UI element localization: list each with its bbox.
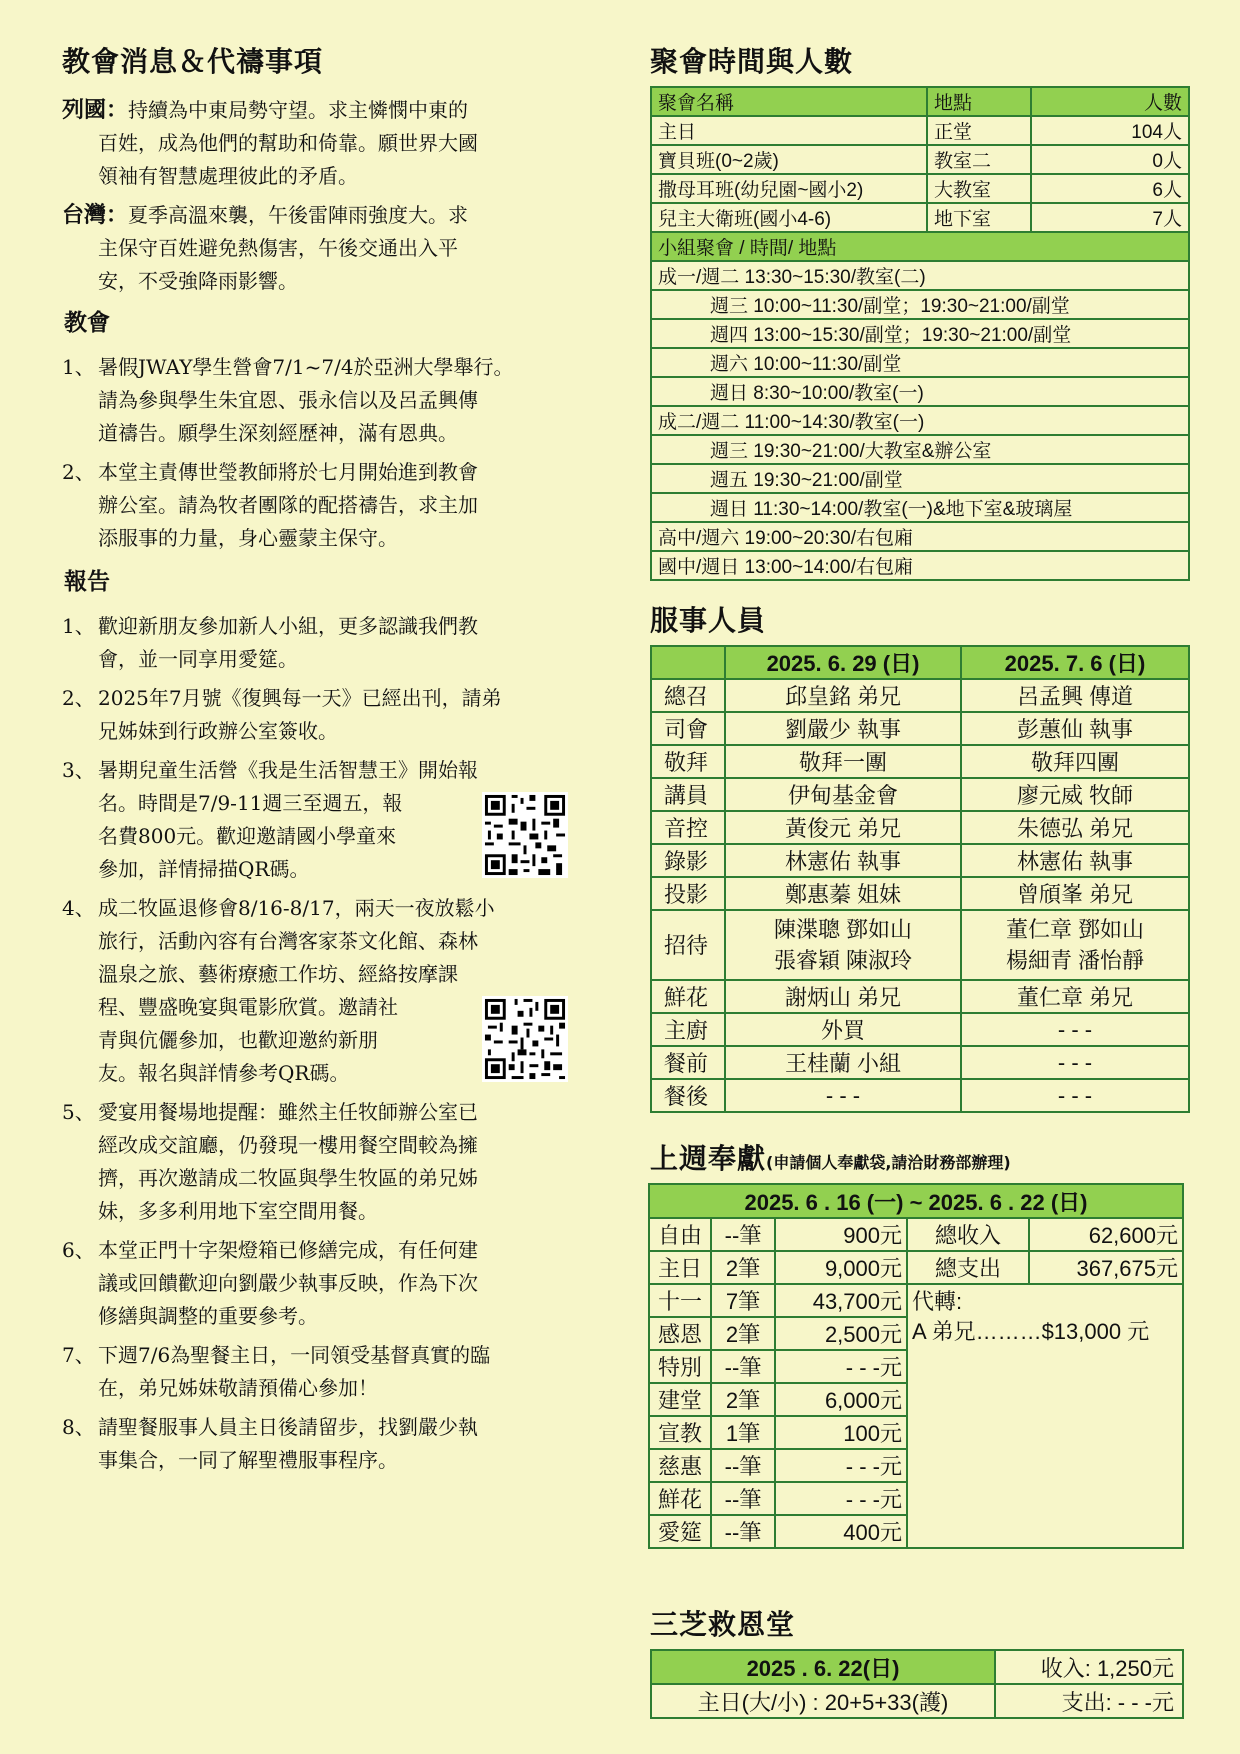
offering-count: --筆 [711,1482,775,1515]
prayer-text: 夏季高溫來襲，午後雷陣雨強度大。求 [128,203,469,227]
prayer-text: 持續為中東局勢守望。求主憐憫中東的 [128,98,469,122]
meeting-count: 0人 [1031,145,1189,174]
offering-amount: 9,000元 [775,1251,907,1284]
list-item [62,682,602,748]
meeting-name: 寶貝班(0~2歲) [651,145,927,174]
table-row [651,116,1189,145]
column-header: 人數 [1031,87,1189,116]
table-row [651,811,1189,844]
group-schedule: 成一/週二 13:30~15:30/教室(二) [651,261,1189,290]
column-header-date: 2025. 7. 6 (日) [961,646,1189,679]
item-text: 友。報名與詳情參考QR碼。 [98,1061,350,1085]
table-row [651,493,1189,522]
group-header-row [651,232,1189,261]
transfer-label: 代轉: [912,1289,963,1314]
offering-count: --筆 [711,1218,775,1251]
offering-title-text: 上週奉獻 [650,1142,767,1175]
offering-count: 2筆 [711,1383,775,1416]
item-number: 7、 [62,1343,95,1367]
table-row [651,980,1189,1013]
qr-code-camp[interactable] [482,792,568,878]
offering-amount: - - -元 [775,1350,907,1383]
table-row [651,679,1189,712]
offering-period: 2025. 6 . 16 (一) ~ 2025. 6 . 22 (日) [649,1184,1183,1218]
sanzhi-table [650,1649,1184,1719]
item-text: 議或回饋歡迎向劉嚴少執事反映，作為下次 [98,1271,478,1295]
item-number: 8、 [62,1415,95,1439]
report-list [62,610,602,1477]
sanzhi-title: 三芝救恩堂 [650,1608,796,1641]
table-row [651,1684,1183,1718]
sanzhi-expense: 支出: - - -元 [995,1684,1183,1718]
item-text: 旅行，活動內容有台灣客家茶文化館、森林 [98,929,478,953]
offering-amount: 100元 [775,1416,907,1449]
table-header-row [651,646,1189,679]
table-row [651,290,1189,319]
list-item [62,1096,602,1228]
staff-name: 廖元威 牧師 [961,778,1189,811]
table-row [651,1046,1189,1079]
group-schedule: 週三 10:00~11:30/副堂；19:30~21:00/副堂 [651,290,1189,319]
item-text: 歡迎新朋友參加新人小組，更多認識我們教 [98,614,478,638]
table-row [651,745,1189,778]
table-row [651,406,1189,435]
prayer-head: 台灣： [62,202,129,228]
staff-name: 張睿穎 陳淑玲 [773,948,913,973]
offering-amount: - - -元 [775,1449,907,1482]
meeting-count: 7人 [1031,203,1189,232]
table-row [651,910,1189,980]
item-text: 愛宴用餐場地提醒：雖然主任牧師辦公室已 [98,1100,478,1124]
total-expense-value: 367,675元 [1029,1251,1183,1284]
item-text: 暑期兒童生活營《我是生活智慧王》開始報 [98,758,478,782]
offering-count: --筆 [711,1350,775,1383]
staff-names [725,910,961,980]
meeting-table [650,86,1190,581]
staff-names [961,910,1189,980]
church-list [62,351,602,555]
item-text: 2025年7月號《復興每一天》已經出刊，請弟 [98,686,502,710]
meeting-place: 大教室 [927,174,1031,203]
table-row [651,348,1189,377]
offering-type: 宣教 [649,1416,711,1449]
table-row [651,145,1189,174]
left-column [62,40,602,1483]
group-schedule: 週日 8:30~10:00/教室(一) [651,377,1189,406]
offering-type: 十一 [649,1284,711,1317]
group-schedule: 高中/週六 19:00~20:30/右包廂 [651,522,1189,551]
table-row [651,174,1189,203]
group-schedule: 週五 19:30~21:00/副堂 [651,464,1189,493]
role-label: 司會 [651,712,725,745]
table-header-row [651,87,1189,116]
role-label: 音控 [651,811,725,844]
staff-title: 服事人員 [650,604,767,637]
meeting-name: 主日 [651,116,927,145]
group-schedule: 週日 11:30~14:00/教室(一)&地下室&玻璃屋 [651,493,1189,522]
staff-name: 敬拜四團 [961,745,1189,778]
item-text: 妹，多多利用地下室空間用餐。 [98,1199,378,1223]
offering-amount: 6,000元 [775,1383,907,1416]
offering-amount: 400元 [775,1515,907,1548]
item-text: 辦公室。請為牧者團隊的配搭禱告，求主加 [98,493,478,517]
table-row [651,844,1189,877]
prayer-taiwan [62,199,602,298]
column-header: 地點 [927,87,1031,116]
staff-name: 伊甸基金會 [725,778,961,811]
table-row [649,1251,1183,1284]
prayer-nations [62,94,602,193]
role-label: 總召 [651,679,725,712]
item-text: 兄姊妹到行政辦公室簽收。 [98,719,338,743]
staff-name: - - - [961,1046,1189,1079]
table-row [651,1079,1189,1112]
group-header: 小組聚會 / 時間/ 地點 [651,232,1189,261]
total-income-label: 總收入 [907,1218,1029,1251]
role-label: 餐後 [651,1079,725,1112]
group-schedule: 週四 13:00~15:30/副堂；19:30~21:00/副堂 [651,319,1189,348]
meeting-count: 6人 [1031,174,1189,203]
table-row [649,1218,1183,1251]
table-row [651,435,1189,464]
right-column [650,40,1190,1719]
table-header-row [649,1184,1183,1218]
column-header: 聚會名稱 [651,87,927,116]
offering-count: 7筆 [711,1284,775,1317]
offering-subtitle: (申請個人奉獻袋,請洽財務部辦理) [766,1153,1011,1172]
staff-name: - - - [961,1079,1189,1112]
qr-code-retreat[interactable] [482,996,568,1082]
staff-name: 謝炳山 弟兄 [725,980,961,1013]
table-row [651,464,1189,493]
staff-name: 彭蕙仙 執事 [961,712,1189,745]
staff-name: - - - [725,1079,961,1112]
offering-count: 1筆 [711,1416,775,1449]
staff-name: 呂孟興 傳道 [961,679,1189,712]
item-text: 本堂主責傳世瑩教師將於七月開始進到教會 [98,460,478,484]
item-text: 名費800元。歡迎邀請國小學童來 [98,824,397,848]
table-row [651,522,1189,551]
staff-name: 邱皇銘 弟兄 [725,679,961,712]
prayer-text: 領袖有智慧處理彼此的矛盾。 [98,164,358,188]
item-text: 在，弟兄姊妹敬請預備心參加！ [98,1376,378,1400]
item-text: 程、豐盛晚宴與電影欣賞。邀請社 [98,995,398,1019]
group-schedule: 週六 10:00~11:30/副堂 [651,348,1189,377]
offering-type: 主日 [649,1251,711,1284]
prayer-text: 百姓，成為他們的幫助和倚靠。願世界大國 [98,131,478,155]
table-row [651,877,1189,910]
sanzhi-income: 收入: 1,250元 [995,1650,1183,1684]
offering-type: 建堂 [649,1383,711,1416]
role-label: 餐前 [651,1046,725,1079]
item-text: 下週7/6為聖餐主日，一同領受基督真實的臨 [98,1343,491,1367]
offering-type: 特別 [649,1350,711,1383]
offering-amount: 2,500元 [775,1317,907,1350]
list-item [62,610,602,676]
offering-type: 感恩 [649,1317,711,1350]
item-text: 參加，詳情掃描QR碼。 [98,857,310,881]
meeting-place: 正堂 [927,116,1031,145]
item-text: 擠，再次邀請成二牧區與學生牧區的弟兄姊 [98,1166,478,1190]
staff-name: 董仁章 弟兄 [961,980,1189,1013]
list-item [62,456,602,555]
item-text: 事集合，一同了解聖禮服事程序。 [98,1448,398,1472]
item-text: 請為參與學生朱宜恩、張永信以及呂孟興傳 [98,388,478,412]
church-heading: 教會 [64,309,110,336]
offering-table [648,1183,1184,1549]
group-schedule: 成二/週二 11:00~14:30/教室(一) [651,406,1189,435]
offering-count: 2筆 [711,1251,775,1284]
list-item [62,892,602,1090]
group-schedule: 國中/週日 13:00~14:00/右包廂 [651,551,1189,580]
table-row [651,778,1189,811]
item-number: 1、 [62,355,95,379]
table-row [651,712,1189,745]
page-title: 教會消息＆代禱事項 [62,45,324,78]
item-text: 會，並一同享用愛筵。 [98,647,298,671]
staff-name: 劉嚴少 執事 [725,712,961,745]
offering-count: --筆 [711,1449,775,1482]
item-text: 名。時間是7/9-11週三至週五，報 [98,791,403,815]
offering-type: 慈惠 [649,1449,711,1482]
item-text: 暑假JWAY學生營會7/1~7/4於亞洲大學舉行。 [98,355,514,379]
item-text: 請聖餐服事人員主日後請留步，找劉嚴少執 [98,1415,478,1439]
table-row [651,261,1189,290]
offering-amount: - - -元 [775,1482,907,1515]
staff-name: 董仁章 鄧如山 [1005,917,1145,942]
list-item [62,1339,602,1405]
qr-code-icon [482,792,568,878]
staff-name: 陳渫聰 鄧如山 [773,917,913,942]
prayer-text: 主保守百姓避免熱傷害，午後交通出入平 [98,236,458,260]
column-header-date: 2025. 6. 29 (日) [725,646,961,679]
qr-code-icon [482,996,568,1082]
item-number: 6、 [62,1238,95,1262]
total-expense-label: 總支出 [907,1251,1029,1284]
role-label: 敬拜 [651,745,725,778]
role-label: 鮮花 [651,980,725,1013]
item-number: 2、 [62,686,95,710]
table-row [651,377,1189,406]
transfer-note [907,1284,1183,1548]
sanzhi-attendance: 主日(大/小) : 20+5+33(護) [651,1684,995,1718]
report-heading: 報告 [64,568,110,595]
group-schedule: 週三 19:30~21:00/大教室&辦公室 [651,435,1189,464]
staff-name: 王桂蘭 小組 [725,1046,961,1079]
table-row [651,319,1189,348]
role-label: 錄影 [651,844,725,877]
staff-name: 林憲佑 執事 [961,844,1189,877]
transfer-text: A 弟兄………$13,000 元 [912,1319,1150,1344]
item-number: 3、 [62,758,95,782]
role-label: 招待 [651,910,725,980]
column-header [651,646,725,679]
staff-name: 外買 [725,1013,961,1046]
list-item [62,1411,602,1477]
item-text: 修繕與調整的重要參考。 [98,1304,318,1328]
total-income-value: 62,600元 [1029,1218,1183,1251]
list-item [62,754,602,886]
offering-type: 鮮花 [649,1482,711,1515]
meeting-name: 兒主大衛班(國小4-6) [651,203,927,232]
offering-amount: 43,700元 [775,1284,907,1317]
staff-name: 曾頎峯 弟兄 [961,877,1189,910]
staff-name: 楊細青 潘怡靜 [1005,948,1145,973]
staff-name: 黃俊元 弟兄 [725,811,961,844]
item-number: 4、 [62,896,95,920]
item-text: 成二牧區退修會8/16-8/17，兩天一夜放鬆小 [98,896,495,920]
list-item [62,351,602,450]
staff-name: 鄭惠蓁 姐妹 [725,877,961,910]
item-text: 溫泉之旅、藝術療癒工作坊、經絡按摩課 [98,962,458,986]
role-label: 投影 [651,877,725,910]
staff-table [650,645,1190,1113]
offering-title [650,1137,1190,1177]
prayer-text: 安，不受強降雨影響。 [98,269,298,293]
table-row [649,1284,1183,1317]
staff-name: 敬拜一團 [725,745,961,778]
meeting-place: 地下室 [927,203,1031,232]
sanzhi-date: 2025 . 6. 22(日) [651,1650,995,1684]
item-number: 5、 [62,1100,95,1124]
role-label: 主廚 [651,1013,725,1046]
item-number: 1、 [62,614,95,638]
item-text: 道禱告。願學生深刻經歷神，滿有恩典。 [98,421,458,445]
table-row [651,203,1189,232]
staff-name: 林憲佑 執事 [725,844,961,877]
staff-name: 朱德弘 弟兄 [961,811,1189,844]
item-text: 經改成交誼廳，仍發現一樓用餐空間較為擁 [98,1133,478,1157]
item-text: 青與伉儷參加，也歡迎邀約新朋 [98,1028,378,1052]
item-number: 2、 [62,460,95,484]
meeting-name: 撒母耳班(幼兒園~國小2) [651,174,927,203]
offering-type: 自由 [649,1218,711,1251]
prayer-head: 列國： [62,97,129,123]
item-text: 添服事的力量，身心靈蒙主保守。 [98,526,398,550]
meeting-place: 教室二 [927,145,1031,174]
role-label: 講員 [651,778,725,811]
table-row [651,551,1189,580]
list-item [62,1234,602,1333]
meeting-count: 104人 [1031,116,1189,145]
offering-count: --筆 [711,1515,775,1548]
meeting-title: 聚會時間與人數 [650,45,854,78]
offering-count: 2筆 [711,1317,775,1350]
offering-amount: 900元 [775,1218,907,1251]
table-row [651,1650,1183,1684]
item-text: 本堂正門十字架燈箱已修繕完成，有任何建 [98,1238,478,1262]
table-row [651,1013,1189,1046]
staff-name: - - - [961,1013,1189,1046]
offering-type: 愛筵 [649,1515,711,1548]
